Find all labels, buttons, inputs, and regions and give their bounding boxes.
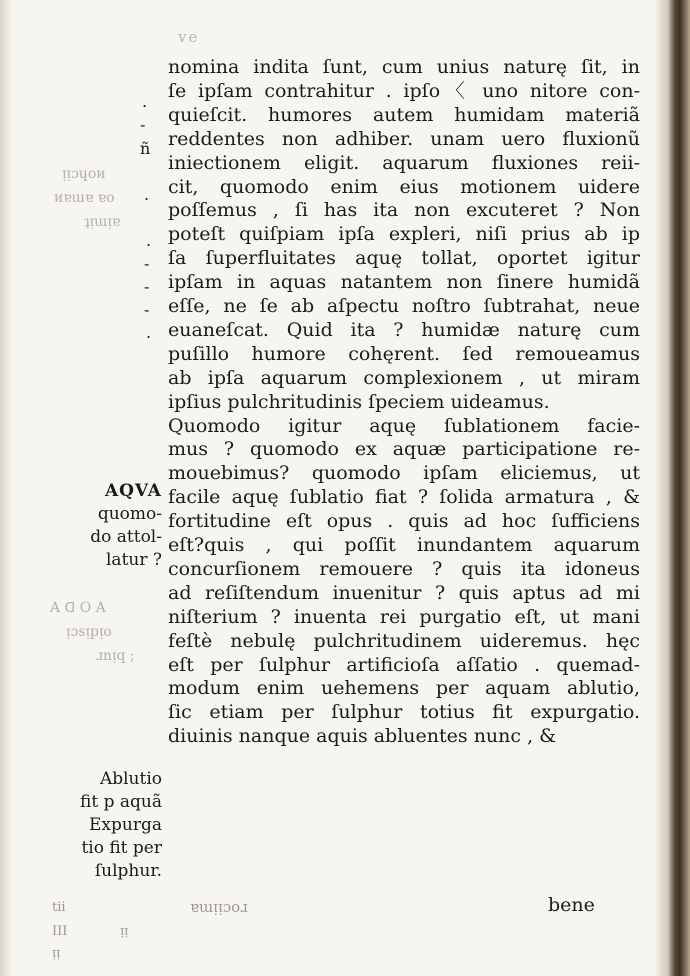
page-edge xyxy=(656,0,690,976)
text-line: eſſe, ne ſe ab aſpectu noſtro ſubtrahat, neue xyxy=(168,295,640,317)
text-line: feſtè nebulę pulchritudinem uideremus. hęc xyxy=(168,630,640,652)
margin-note-line: quomo- xyxy=(97,504,162,524)
text-line: eſt per ſulphur artificioſa aſſatio . quemad- xyxy=(168,654,640,676)
running-head: ve xyxy=(178,28,200,46)
margin-fragment: - xyxy=(144,254,150,273)
catchword: bene xyxy=(548,894,595,916)
text-line: iniectionem eligit. aquarum fluxiones reii- xyxy=(168,152,640,174)
text-line: cit, quomodo enim eius motionem uidere xyxy=(168,176,640,198)
text-line: Quomodo igitur aquę ſublationem facie- xyxy=(168,415,640,437)
text-line: diuinis nanque aquis abluentes nunc , & xyxy=(168,725,557,747)
margin-note-line: do attol- xyxy=(90,527,162,547)
margin-note-line: tio fit per xyxy=(81,838,162,858)
gutter-shadow xyxy=(0,0,12,976)
margin-fragment: . xyxy=(142,92,148,111)
margin-fragment: - xyxy=(144,277,150,296)
text-line: facile aquę ſublatio fiat ? ſolida armatura , & xyxy=(168,486,640,508)
show-through-text: ᴉɔsᴉpᴉo xyxy=(66,624,112,640)
margin-fragment: . xyxy=(146,231,152,250)
text-line: fortitudine eſt opus . quis ad hoc ſufficiens xyxy=(168,510,640,532)
text-line: mus ? quomodo ex aquæ participatione re- xyxy=(168,438,640,460)
text-line: ſe ipſam contrahitur . ipſo〈 uno nitore con- xyxy=(168,80,640,102)
text-line: ſa ſuperfluitates aquę tollat, oportet igitur xyxy=(168,247,640,269)
show-through-text: ᴎɐɯɐ ɐo xyxy=(54,190,115,206)
text-line: concurſionem remouere ? quis ita idoneus xyxy=(168,558,640,580)
text-line: eſt?quis , qui poſſit inundantem aquarum xyxy=(168,534,640,556)
text-line: puſillo humore cohęrent. ſed remoueamus xyxy=(168,343,640,365)
text-line: ab ipſa aquarum complexionem , ut miram xyxy=(168,367,640,389)
margin-note-title: AQVA xyxy=(104,481,162,501)
show-through-text: ɹnᴉq ; xyxy=(96,648,135,664)
show-through-text: III xyxy=(52,924,68,939)
text-line: ipſam in aquas natantem non ſinere humidã xyxy=(168,271,640,293)
text-line: poteſt quiſpiam ipſa expleri, niſi prius ab ip xyxy=(168,223,640,245)
margin-fragment: - xyxy=(140,115,146,134)
text-line: ad reſiſtendum inuenitur ? quis aptus ad mi xyxy=(168,582,640,604)
margin-note-line: Ablutio xyxy=(99,769,162,789)
text-line: ſic etiam per ſulphur totius fit expurgatio. xyxy=(168,701,640,723)
text-line: euaneſcat. Quid ita ? humidæ naturę cum xyxy=(168,319,640,341)
margin-fragment: ñ xyxy=(140,139,151,158)
text-line: quieſcit. humores autem humidam materiã xyxy=(168,104,640,126)
text-line: niſterium ? inuenta rei purgatio eſt, ut mani xyxy=(168,606,640,628)
show-through-text: ᴉᴉ xyxy=(52,946,61,961)
text-line: ipſius pulchritudinis ſpeciem uideamus. xyxy=(168,391,550,413)
margin-fragment: . xyxy=(144,185,150,204)
text-line: reddentes non adhiber. unam uero fluxionũ xyxy=(168,128,640,150)
margin-fragment: - xyxy=(144,300,150,319)
show-through-text: ɐɯᴉᴉɔoɹ xyxy=(190,898,248,916)
show-through-text: ʇᴉɯᴉɐ xyxy=(84,214,121,230)
show-through-text: ᴉᴉ xyxy=(120,924,129,939)
text-line: poſſemus , ſi has ita non excuteret ? Non xyxy=(168,199,640,221)
text-line: mouebimus? quomodo ipſam eliciemus, ut xyxy=(168,462,640,484)
text-line: nomina indita ſunt, cum unius naturę ſit, in xyxy=(168,56,640,78)
show-through-text: tii xyxy=(52,900,66,915)
margin-note-line: latur ? xyxy=(106,550,162,570)
show-through-text: ᴉᴉɔɥoᴎ xyxy=(62,166,106,182)
margin-note-line: Expurga xyxy=(89,815,162,835)
margin-note-line: ſulphur. xyxy=(94,861,162,881)
text-line: modum enim uehemens per aquam ablutio, xyxy=(168,677,640,699)
margin-note-line: fit p aquã xyxy=(80,792,162,812)
show-through-text: A ᗡ O A xyxy=(50,600,106,616)
margin-fragment: . xyxy=(146,323,152,342)
